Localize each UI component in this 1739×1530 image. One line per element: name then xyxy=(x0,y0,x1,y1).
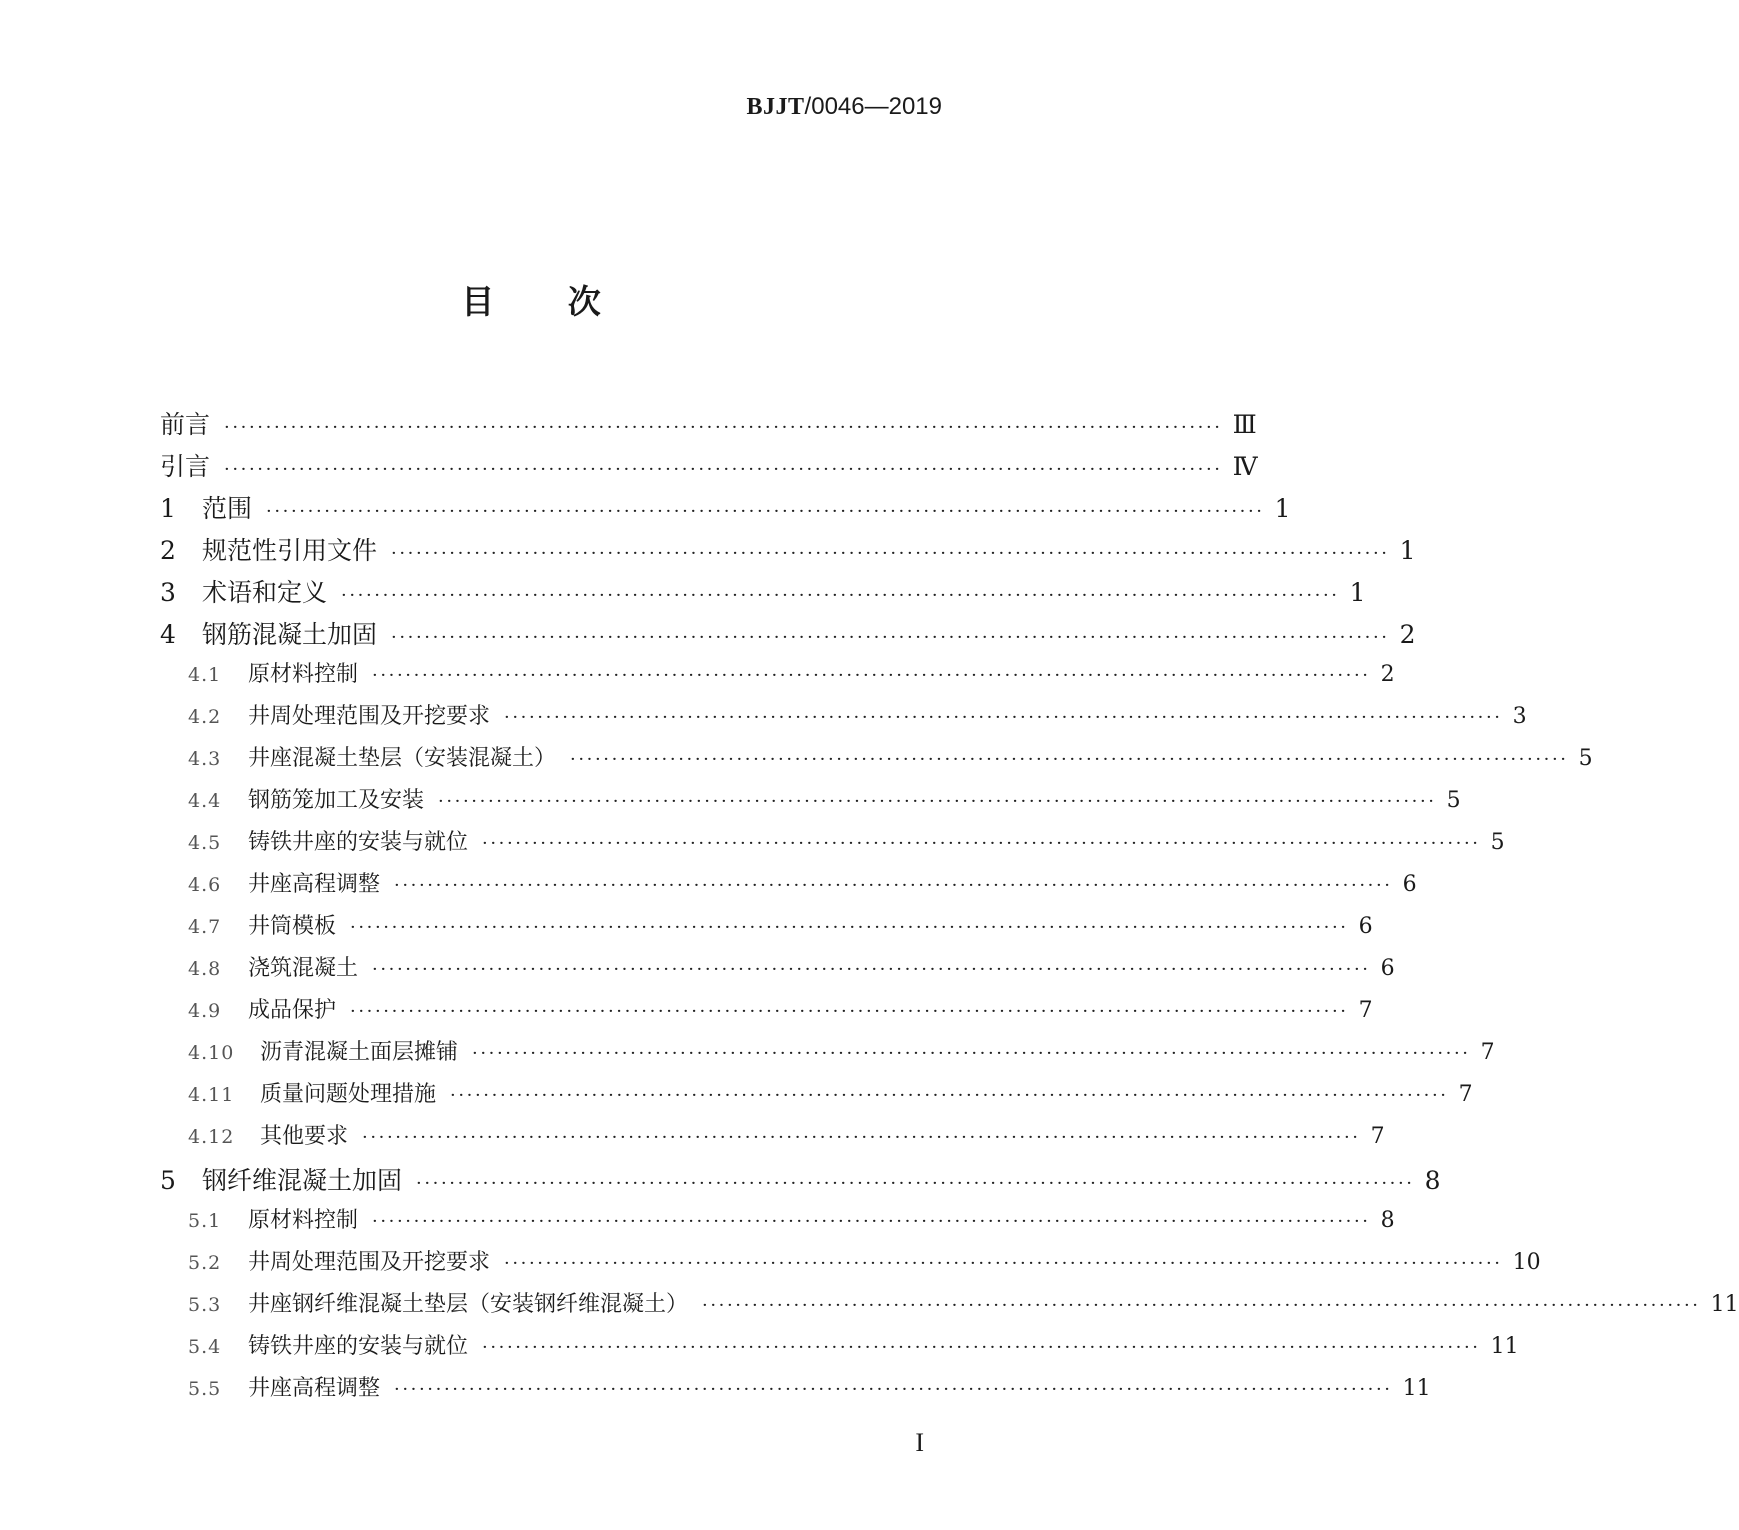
toc-entry[interactable] xyxy=(160,741,1593,783)
dot-leader: ························································································································ xyxy=(416,1173,1415,1194)
toc-entry-page: 6 xyxy=(1402,872,1417,897)
toc-entry-title: 井周处理范围及开挖要求 xyxy=(248,704,491,729)
dot-leader: ························································································································ xyxy=(391,543,1390,564)
toc-entry[interactable] xyxy=(160,657,1395,699)
toc-entry-page: 10 xyxy=(1512,1250,1541,1275)
toc-entry-title: 钢筋混凝土加固 xyxy=(202,620,378,649)
toc-entry-title: 井座钢纤维混凝土垫层（安装钢纤维混凝土） xyxy=(248,1292,689,1317)
toc-entry-page: 6 xyxy=(1358,914,1373,939)
toc-entry-title: 术语和定义 xyxy=(202,578,328,607)
toc-entry-number: 4.5 xyxy=(188,832,222,854)
toc-entry-number: 1 xyxy=(160,494,176,523)
toc-entry[interactable] xyxy=(160,1077,1473,1119)
toc-entry[interactable] xyxy=(160,531,1416,573)
toc-entry-page: 7 xyxy=(1480,1040,1495,1065)
toc-entry[interactable] xyxy=(160,1161,1441,1203)
dot-leader: ························································································································ xyxy=(394,1379,1393,1400)
dot-leader: ························································································································ xyxy=(482,833,1481,854)
toc-entry-number: 4.12 xyxy=(188,1126,235,1148)
standard-code-number: /0046—2019 xyxy=(804,93,942,120)
dot-leader: ························································································································ xyxy=(450,1085,1449,1106)
toc-entry[interactable] xyxy=(160,1329,1519,1371)
toc-entry-number: 4.8 xyxy=(188,958,222,980)
standard-code-prefix: BJJT xyxy=(746,94,805,120)
toc-entry-page: 5 xyxy=(1446,788,1461,813)
toc-entry-page: 5 xyxy=(1490,830,1505,855)
toc-entry-page: Ⅳ xyxy=(1232,452,1258,481)
toc-entry-title: 钢筋笼加工及安装 xyxy=(248,788,425,813)
toc-entry[interactable] xyxy=(160,447,1258,489)
toc-entry-number: 5.1 xyxy=(188,1210,222,1232)
toc-entry-title: 前言 xyxy=(160,410,211,439)
toc-entry[interactable] xyxy=(160,489,1291,531)
toc-entry-number: 4.10 xyxy=(188,1042,235,1064)
toc-entry-number: 5.2 xyxy=(188,1252,222,1274)
toc-entry-number: 4.6 xyxy=(188,874,222,896)
dot-leader: ························································································································ xyxy=(224,417,1223,438)
toc-entry[interactable] xyxy=(160,699,1527,741)
toc-entry-title: 成品保护 xyxy=(248,998,337,1023)
toc-entry-page: 1 xyxy=(1349,578,1366,607)
toc-entry-title: 浇筑混凝土 xyxy=(248,956,359,981)
toc-entry-title: 铸铁井座的安装与就位 xyxy=(248,1334,469,1359)
toc-entry-number: 4.4 xyxy=(188,790,222,812)
dot-leader: ························································································································ xyxy=(350,1001,1349,1022)
toc-entry[interactable] xyxy=(160,1035,1495,1077)
dot-leader: ························································································································ xyxy=(438,791,1437,812)
dot-leader: ························································································································ xyxy=(266,501,1265,522)
dot-leader: ························································································································ xyxy=(372,665,1371,686)
toc-entry-title: 井座高程调整 xyxy=(248,872,381,897)
page-title: 目 次 xyxy=(461,282,601,321)
toc-entry-title: 原材料控制 xyxy=(248,1208,359,1233)
toc-entry-number: 5.3 xyxy=(188,1294,222,1316)
toc-entry-title: 规范性引用文件 xyxy=(202,536,378,565)
toc-entry-number: 4.9 xyxy=(188,1000,222,1022)
toc-entry-title: 钢纤维混凝土加固 xyxy=(202,1166,403,1195)
dot-leader: ························································································································ xyxy=(504,707,1503,728)
toc-entry-title: 铸铁井座的安装与就位 xyxy=(248,830,469,855)
toc-entry-page: 11 xyxy=(1402,1376,1431,1401)
toc-entry-page: 1 xyxy=(1274,494,1291,523)
toc-entry[interactable] xyxy=(160,1371,1431,1413)
toc-entry-number: 5 xyxy=(160,1166,176,1195)
toc-entry-title: 井筒模板 xyxy=(248,914,337,939)
toc-entry-page: 7 xyxy=(1370,1124,1385,1149)
table-of-contents xyxy=(160,405,1739,1413)
toc-entry[interactable] xyxy=(160,825,1505,867)
toc-entry-number: 2 xyxy=(160,536,176,565)
toc-entry-page: 8 xyxy=(1380,1208,1395,1233)
dot-leader: ························································································································ xyxy=(504,1253,1503,1274)
toc-entry[interactable] xyxy=(160,1203,1395,1245)
dot-leader: ························································································································ xyxy=(482,1337,1481,1358)
toc-entry[interactable] xyxy=(160,405,1257,447)
toc-entry-number: 4 xyxy=(160,620,176,649)
toc-entry-page: 2 xyxy=(1380,662,1395,687)
toc-entry-title: 井周处理范围及开挖要求 xyxy=(248,1250,491,1275)
toc-entry-title: 其他要求 xyxy=(260,1124,349,1149)
toc-entry-title: 范围 xyxy=(202,494,253,523)
toc-entry-title: 井座混凝土垫层（安装混凝土） xyxy=(248,746,557,771)
dot-leader: ························································································································ xyxy=(702,1295,1701,1316)
toc-entry[interactable] xyxy=(160,993,1373,1035)
dot-leader: ························································································································ xyxy=(391,627,1390,648)
toc-entry-title: 原材料控制 xyxy=(248,662,359,687)
toc-entry[interactable] xyxy=(160,783,1461,825)
toc-entry-page: Ⅲ xyxy=(1232,410,1257,439)
toc-entry[interactable] xyxy=(160,1119,1385,1161)
dot-leader: ························································································································ xyxy=(472,1043,1471,1064)
toc-entry-page: 6 xyxy=(1380,956,1395,981)
dot-leader: ························································································································ xyxy=(341,585,1340,606)
toc-entry-page: 7 xyxy=(1358,998,1373,1023)
toc-entry-title: 沥青混凝土面层摊铺 xyxy=(260,1040,459,1065)
toc-entry-number: 5.5 xyxy=(188,1378,222,1400)
toc-entry[interactable] xyxy=(160,867,1417,909)
toc-entry[interactable] xyxy=(160,1287,1739,1329)
toc-entry-page: 7 xyxy=(1458,1082,1473,1107)
toc-entry[interactable] xyxy=(160,1245,1541,1287)
toc-entry-number: 4.7 xyxy=(188,916,222,938)
toc-entry[interactable] xyxy=(160,951,1395,993)
page-number: I xyxy=(915,1428,924,1457)
dot-leader: ························································································································ xyxy=(224,459,1223,480)
toc-entry-page: 2 xyxy=(1399,620,1416,649)
toc-entry-number: 5.4 xyxy=(188,1336,222,1358)
dot-leader: ························································································································ xyxy=(372,959,1371,980)
standard-code xyxy=(747,92,942,121)
toc-entry-page: 11 xyxy=(1490,1334,1519,1359)
toc-entry[interactable] xyxy=(160,909,1373,951)
toc-entry-page: 1 xyxy=(1399,536,1416,565)
dot-leader: ························································································································ xyxy=(362,1127,1361,1148)
dot-leader: ························································································································ xyxy=(570,749,1569,770)
toc-entry-number: 4.3 xyxy=(188,748,222,770)
toc-entry-page: 8 xyxy=(1424,1166,1441,1195)
toc-entry-title: 井座高程调整 xyxy=(248,1376,381,1401)
toc-entry-title: 质量问题处理措施 xyxy=(260,1082,437,1107)
toc-entry-page: 11 xyxy=(1710,1292,1739,1317)
toc-entry-page: 3 xyxy=(1512,704,1527,729)
toc-entry-page: 5 xyxy=(1578,746,1593,771)
toc-entry[interactable] xyxy=(160,573,1366,615)
toc-entry-number: 3 xyxy=(160,578,176,607)
toc-entry-number: 4.11 xyxy=(188,1084,235,1106)
toc-entry[interactable] xyxy=(160,615,1416,657)
toc-entry-title: 引言 xyxy=(160,452,211,481)
toc-entry-number: 4.1 xyxy=(188,664,222,686)
dot-leader: ························································································································ xyxy=(394,875,1393,896)
toc-entry-number: 4.2 xyxy=(188,706,222,728)
dot-leader: ························································································································ xyxy=(372,1211,1371,1232)
dot-leader: ························································································································ xyxy=(350,917,1349,938)
